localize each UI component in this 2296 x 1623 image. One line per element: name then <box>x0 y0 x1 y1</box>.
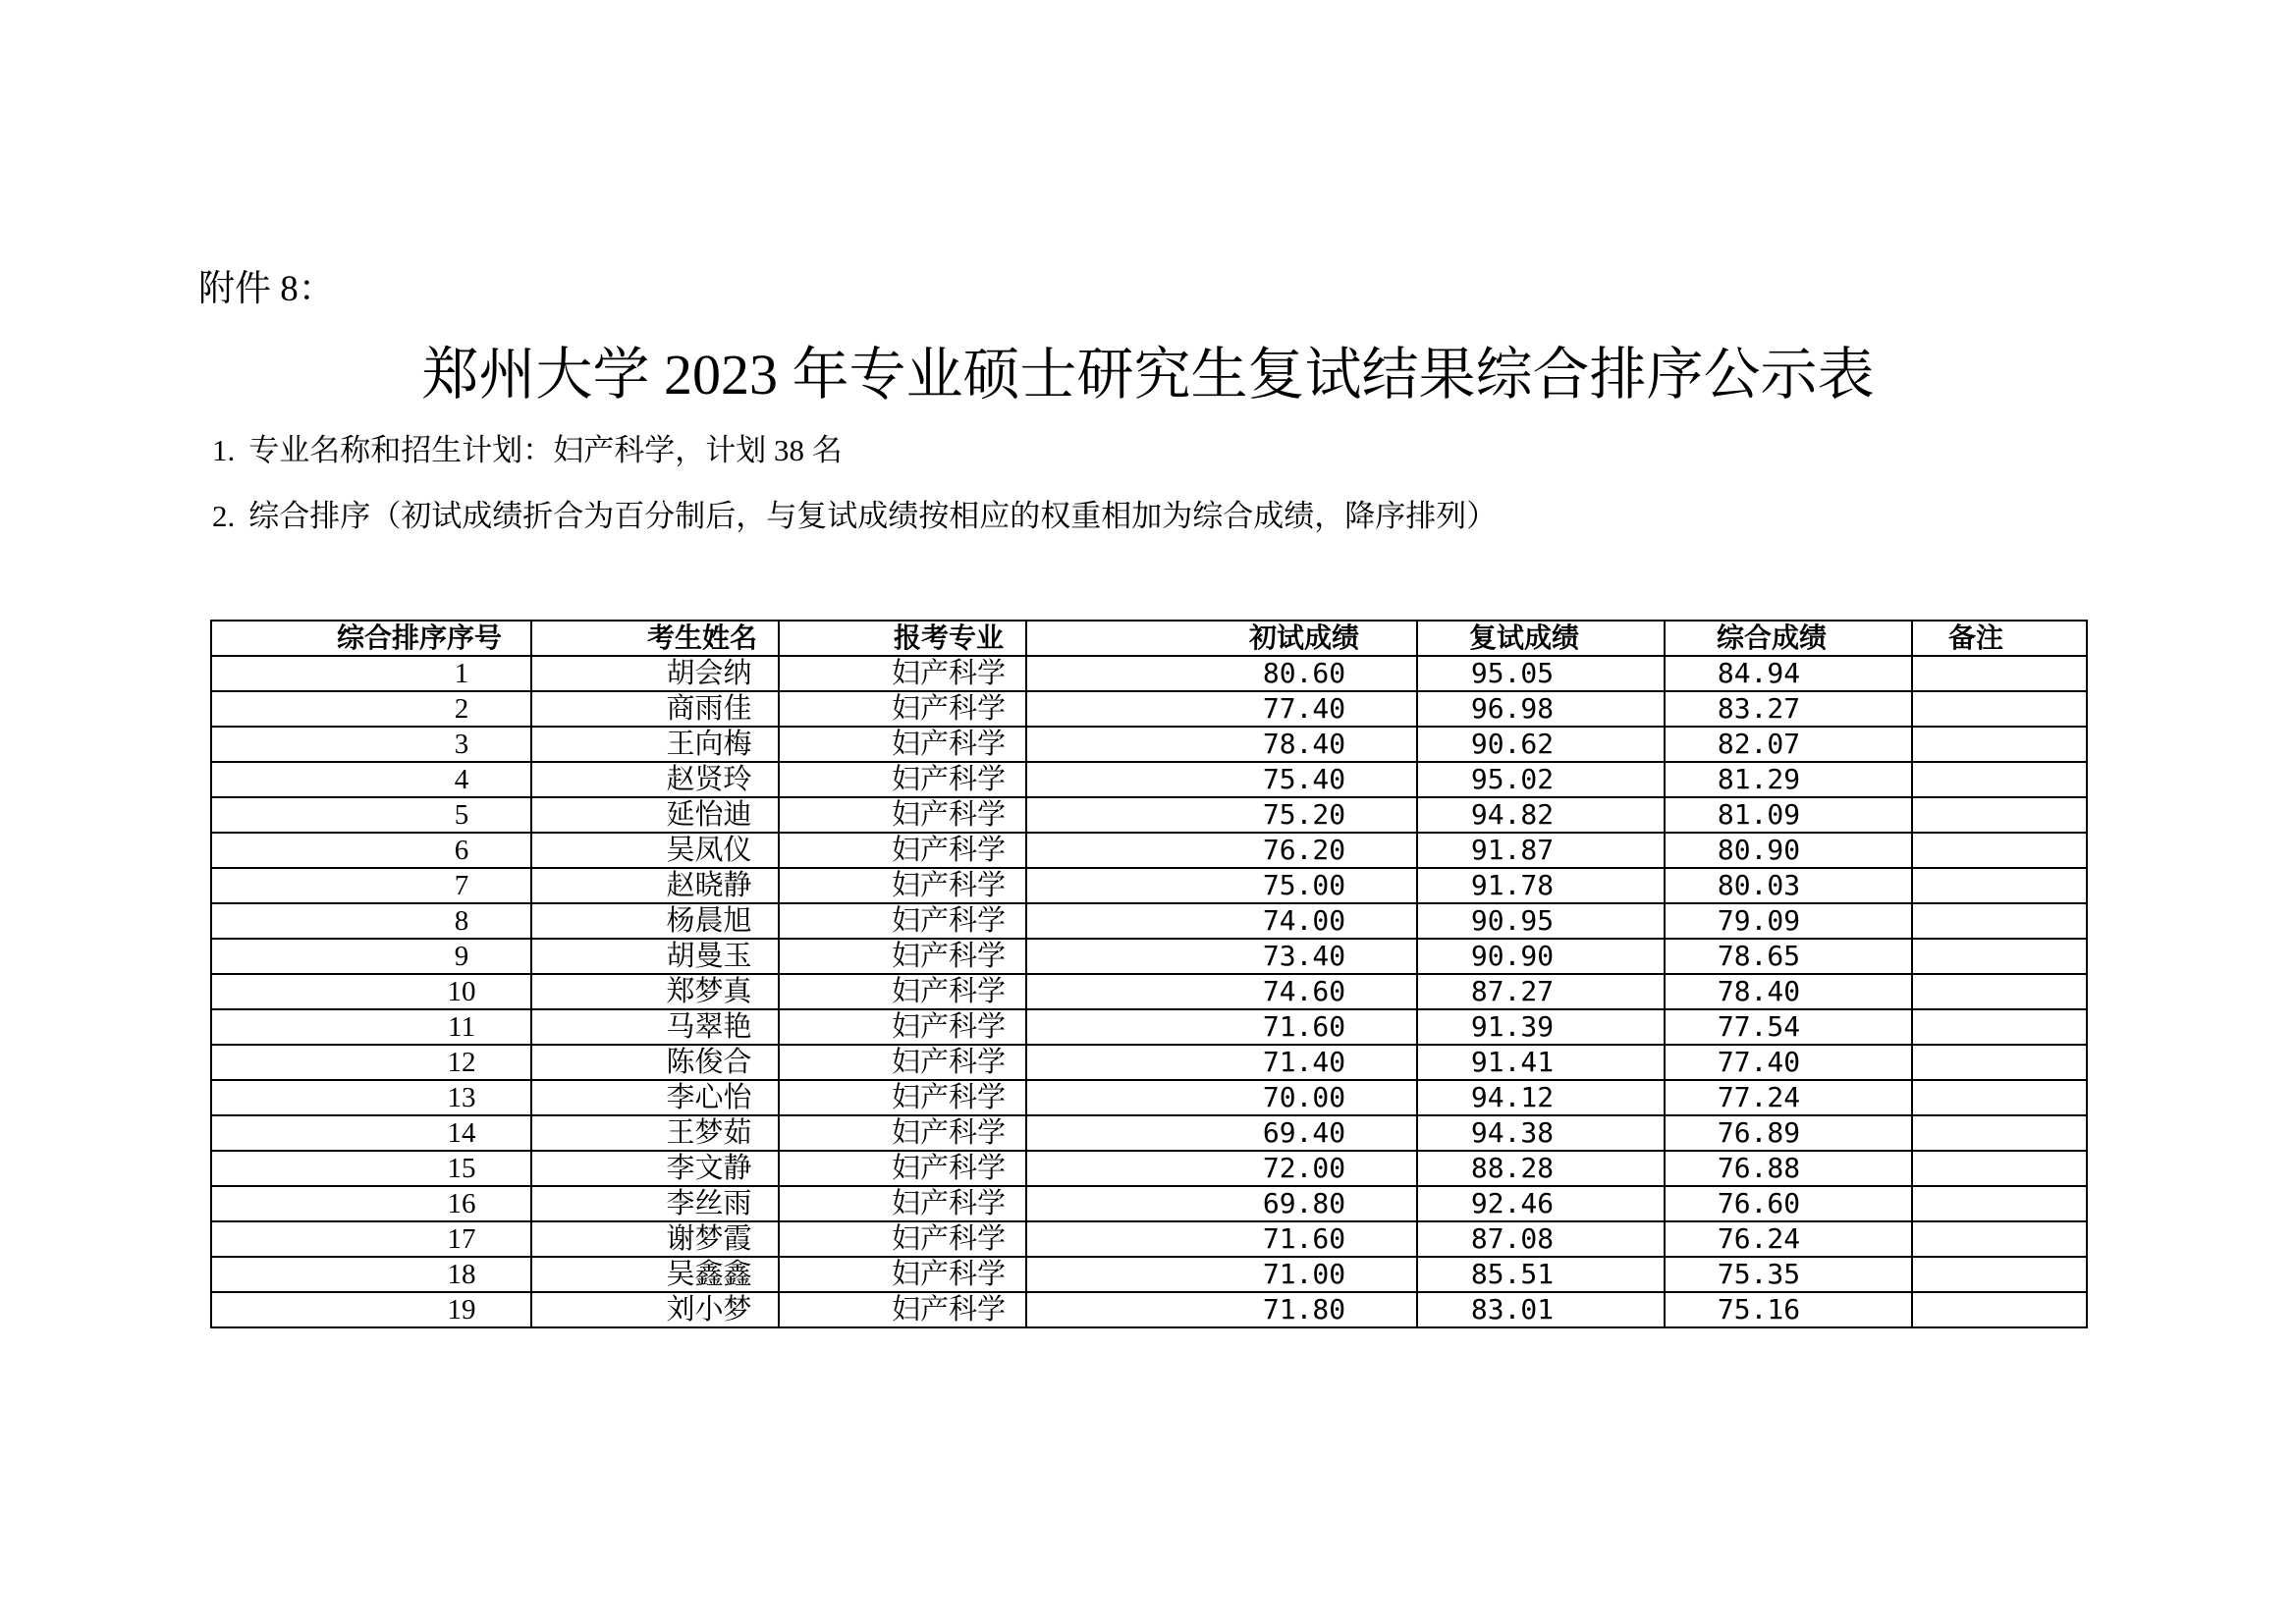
header-total-score: 综合成绩 <box>1665 621 1912 656</box>
cell-total-score: 83.27 <box>1665 691 1912 727</box>
cell-major: 妇产科学 <box>779 727 1026 762</box>
cell-initial-score: 77.40 <box>1026 691 1417 727</box>
cell-major: 妇产科学 <box>779 1151 1026 1186</box>
cell-initial-score: 69.80 <box>1026 1186 1417 1221</box>
cell-rank: 2 <box>211 691 531 727</box>
cell-rank: 6 <box>211 833 531 868</box>
cell-retest-score: 94.82 <box>1417 797 1665 833</box>
cell-major: 妇产科学 <box>779 1221 1026 1257</box>
cell-retest-score: 88.28 <box>1417 1151 1665 1186</box>
table-row <box>211 903 2087 939</box>
header-initial-score: 初试成绩 <box>1026 621 1417 656</box>
cell-rank: 13 <box>211 1080 531 1115</box>
cell-initial-score: 80.60 <box>1026 656 1417 691</box>
cell-name: 杨晨旭 <box>531 903 779 939</box>
cell-rank: 19 <box>211 1292 531 1327</box>
cell-remark <box>1912 1009 2087 1045</box>
cell-initial-score: 71.80 <box>1026 1292 1417 1327</box>
cell-name: 赵晓静 <box>531 868 779 903</box>
cell-remark <box>1912 656 2087 691</box>
cell-initial-score: 73.40 <box>1026 939 1417 974</box>
cell-initial-score: 78.40 <box>1026 727 1417 762</box>
cell-major: 妇产科学 <box>779 1115 1026 1151</box>
cell-rank: 18 <box>211 1257 531 1292</box>
table-header-row <box>211 621 2087 656</box>
table-row <box>211 1151 2087 1186</box>
header-remark: 备注 <box>1912 621 2087 656</box>
cell-name: 吴鑫鑫 <box>531 1257 779 1292</box>
cell-total-score: 81.29 <box>1665 762 1912 797</box>
table-row <box>211 939 2087 974</box>
cell-retest-score: 91.41 <box>1417 1045 1665 1080</box>
cell-retest-score: 91.39 <box>1417 1009 1665 1045</box>
cell-total-score: 78.65 <box>1665 939 1912 974</box>
cell-retest-score: 92.46 <box>1417 1186 1665 1221</box>
cell-total-score: 82.07 <box>1665 727 1912 762</box>
cell-major: 妇产科学 <box>779 1186 1026 1221</box>
cell-initial-score: 70.00 <box>1026 1080 1417 1115</box>
cell-remark <box>1912 1080 2087 1115</box>
cell-rank: 14 <box>211 1115 531 1151</box>
cell-remark <box>1912 939 2087 974</box>
table-row <box>211 868 2087 903</box>
cell-total-score: 75.35 <box>1665 1257 1912 1292</box>
cell-name: 赵贤玲 <box>531 762 779 797</box>
cell-total-score: 78.40 <box>1665 974 1912 1009</box>
cell-initial-score: 71.60 <box>1026 1009 1417 1045</box>
cell-initial-score: 72.00 <box>1026 1151 1417 1186</box>
cell-initial-score: 75.00 <box>1026 868 1417 903</box>
attachment-label: 附件 8： <box>198 269 335 309</box>
cell-remark <box>1912 1115 2087 1151</box>
cell-major: 妇产科学 <box>779 974 1026 1009</box>
cell-retest-score: 90.90 <box>1417 939 1665 974</box>
cell-name: 胡会纳 <box>531 656 779 691</box>
table-row <box>211 833 2087 868</box>
cell-retest-score: 91.78 <box>1417 868 1665 903</box>
note-text: 综合排序（初试成绩折合为百分制后，与复试成绩按相应的权重相加为综合成绩，降序排列） <box>248 499 1498 533</box>
cell-total-score: 80.03 <box>1665 868 1912 903</box>
table-row <box>211 1292 2087 1327</box>
note-ranking-method <box>212 494 1497 539</box>
cell-total-score: 84.94 <box>1665 656 1912 691</box>
cell-major: 妇产科学 <box>779 1292 1026 1327</box>
cell-remark <box>1912 762 2087 797</box>
cell-rank: 17 <box>211 1221 531 1257</box>
cell-total-score: 77.54 <box>1665 1009 1912 1045</box>
cell-initial-score: 75.20 <box>1026 797 1417 833</box>
cell-rank: 16 <box>211 1186 531 1221</box>
cell-retest-score: 87.08 <box>1417 1221 1665 1257</box>
cell-total-score: 77.40 <box>1665 1045 1912 1080</box>
cell-name: 李心怡 <box>531 1080 779 1115</box>
table-row <box>211 1009 2087 1045</box>
cell-major: 妇产科学 <box>779 656 1026 691</box>
results-table <box>210 620 2088 1328</box>
cell-name: 谢梦霞 <box>531 1221 779 1257</box>
note-number: 1. <box>212 433 236 467</box>
cell-name: 马翠艳 <box>531 1009 779 1045</box>
cell-retest-score: 91.87 <box>1417 833 1665 868</box>
cell-retest-score: 96.98 <box>1417 691 1665 727</box>
cell-total-score: 76.60 <box>1665 1186 1912 1221</box>
cell-remark <box>1912 1151 2087 1186</box>
table-row <box>211 1257 2087 1292</box>
table-row <box>211 656 2087 691</box>
table-row <box>211 974 2087 1009</box>
cell-major: 妇产科学 <box>779 1045 1026 1080</box>
cell-total-score: 79.09 <box>1665 903 1912 939</box>
table-row <box>211 762 2087 797</box>
cell-retest-score: 90.95 <box>1417 903 1665 939</box>
cell-rank: 15 <box>211 1151 531 1186</box>
cell-rank: 5 <box>211 797 531 833</box>
header-major: 报考专业 <box>779 621 1026 656</box>
cell-name: 李文静 <box>531 1151 779 1186</box>
cell-initial-score: 74.60 <box>1026 974 1417 1009</box>
header-name: 考生姓名 <box>531 621 779 656</box>
cell-major: 妇产科学 <box>779 1257 1026 1292</box>
table-body <box>211 656 2087 1327</box>
cell-initial-score: 76.20 <box>1026 833 1417 868</box>
table-row <box>211 1115 2087 1151</box>
cell-remark <box>1912 833 2087 868</box>
note-text: 专业名称和招生计划：妇产科学，计划 38 名 <box>248 433 843 467</box>
cell-initial-score: 74.00 <box>1026 903 1417 939</box>
cell-rank: 1 <box>211 656 531 691</box>
table-row <box>211 1080 2087 1115</box>
cell-total-score: 76.24 <box>1665 1221 1912 1257</box>
cell-initial-score: 71.60 <box>1026 1221 1417 1257</box>
cell-retest-score: 87.27 <box>1417 974 1665 1009</box>
cell-retest-score: 85.51 <box>1417 1257 1665 1292</box>
cell-name: 延怡迪 <box>531 797 779 833</box>
table-row <box>211 797 2087 833</box>
cell-initial-score: 71.40 <box>1026 1045 1417 1080</box>
cell-remark <box>1912 1257 2087 1292</box>
cell-remark <box>1912 797 2087 833</box>
cell-rank: 8 <box>211 903 531 939</box>
cell-rank: 12 <box>211 1045 531 1080</box>
cell-remark <box>1912 1186 2087 1221</box>
cell-remark <box>1912 868 2087 903</box>
cell-retest-score: 90.62 <box>1417 727 1665 762</box>
cell-total-score: 77.24 <box>1665 1080 1912 1115</box>
note-number: 2. <box>212 499 236 533</box>
cell-total-score: 80.90 <box>1665 833 1912 868</box>
cell-major: 妇产科学 <box>779 868 1026 903</box>
cell-initial-score: 75.40 <box>1026 762 1417 797</box>
header-rank: 综合排序序号 <box>211 621 531 656</box>
cell-remark <box>1912 1221 2087 1257</box>
cell-major: 妇产科学 <box>779 1009 1026 1045</box>
cell-major: 妇产科学 <box>779 691 1026 727</box>
cell-retest-score: 95.05 <box>1417 656 1665 691</box>
table-row <box>211 1186 2087 1221</box>
header-retest-score: 复试成绩 <box>1417 621 1665 656</box>
cell-name: 李丝雨 <box>531 1186 779 1221</box>
cell-name: 郑梦真 <box>531 974 779 1009</box>
cell-rank: 7 <box>211 868 531 903</box>
cell-retest-score: 95.02 <box>1417 762 1665 797</box>
table-row <box>211 1045 2087 1080</box>
cell-total-score: 76.88 <box>1665 1151 1912 1186</box>
cell-total-score: 76.89 <box>1665 1115 1912 1151</box>
cell-name: 王向梅 <box>531 727 779 762</box>
cell-major: 妇产科学 <box>779 762 1026 797</box>
cell-remark <box>1912 903 2087 939</box>
cell-rank: 9 <box>211 939 531 974</box>
table-row <box>211 1221 2087 1257</box>
cell-major: 妇产科学 <box>779 939 1026 974</box>
cell-major: 妇产科学 <box>779 797 1026 833</box>
cell-total-score: 81.09 <box>1665 797 1912 833</box>
cell-remark <box>1912 1292 2087 1327</box>
cell-initial-score: 69.40 <box>1026 1115 1417 1151</box>
cell-retest-score: 83.01 <box>1417 1292 1665 1327</box>
cell-initial-score: 71.00 <box>1026 1257 1417 1292</box>
cell-major: 妇产科学 <box>779 833 1026 868</box>
cell-rank: 11 <box>211 1009 531 1045</box>
cell-remark <box>1912 974 2087 1009</box>
cell-name: 陈俊合 <box>531 1045 779 1080</box>
cell-name: 胡曼玉 <box>531 939 779 974</box>
cell-remark <box>1912 727 2087 762</box>
cell-remark <box>1912 691 2087 727</box>
cell-rank: 10 <box>211 974 531 1009</box>
table-row <box>211 727 2087 762</box>
cell-remark <box>1912 1045 2087 1080</box>
cell-total-score: 75.16 <box>1665 1292 1912 1327</box>
cell-major: 妇产科学 <box>779 903 1026 939</box>
cell-name: 王梦茹 <box>531 1115 779 1151</box>
table-row <box>211 691 2087 727</box>
cell-name: 刘小梦 <box>531 1292 779 1327</box>
cell-retest-score: 94.12 <box>1417 1080 1665 1115</box>
cell-major: 妇产科学 <box>779 1080 1026 1115</box>
note-enrollment-plan <box>212 428 843 473</box>
page-title: 郑州大学 2023 年专业硕士研究生复试结果综合排序公示表 <box>421 343 1875 406</box>
cell-name: 商雨佳 <box>531 691 779 727</box>
cell-name: 吴凤仪 <box>531 833 779 868</box>
cell-retest-score: 94.38 <box>1417 1115 1665 1151</box>
cell-rank: 3 <box>211 727 531 762</box>
cell-rank: 4 <box>211 762 531 797</box>
